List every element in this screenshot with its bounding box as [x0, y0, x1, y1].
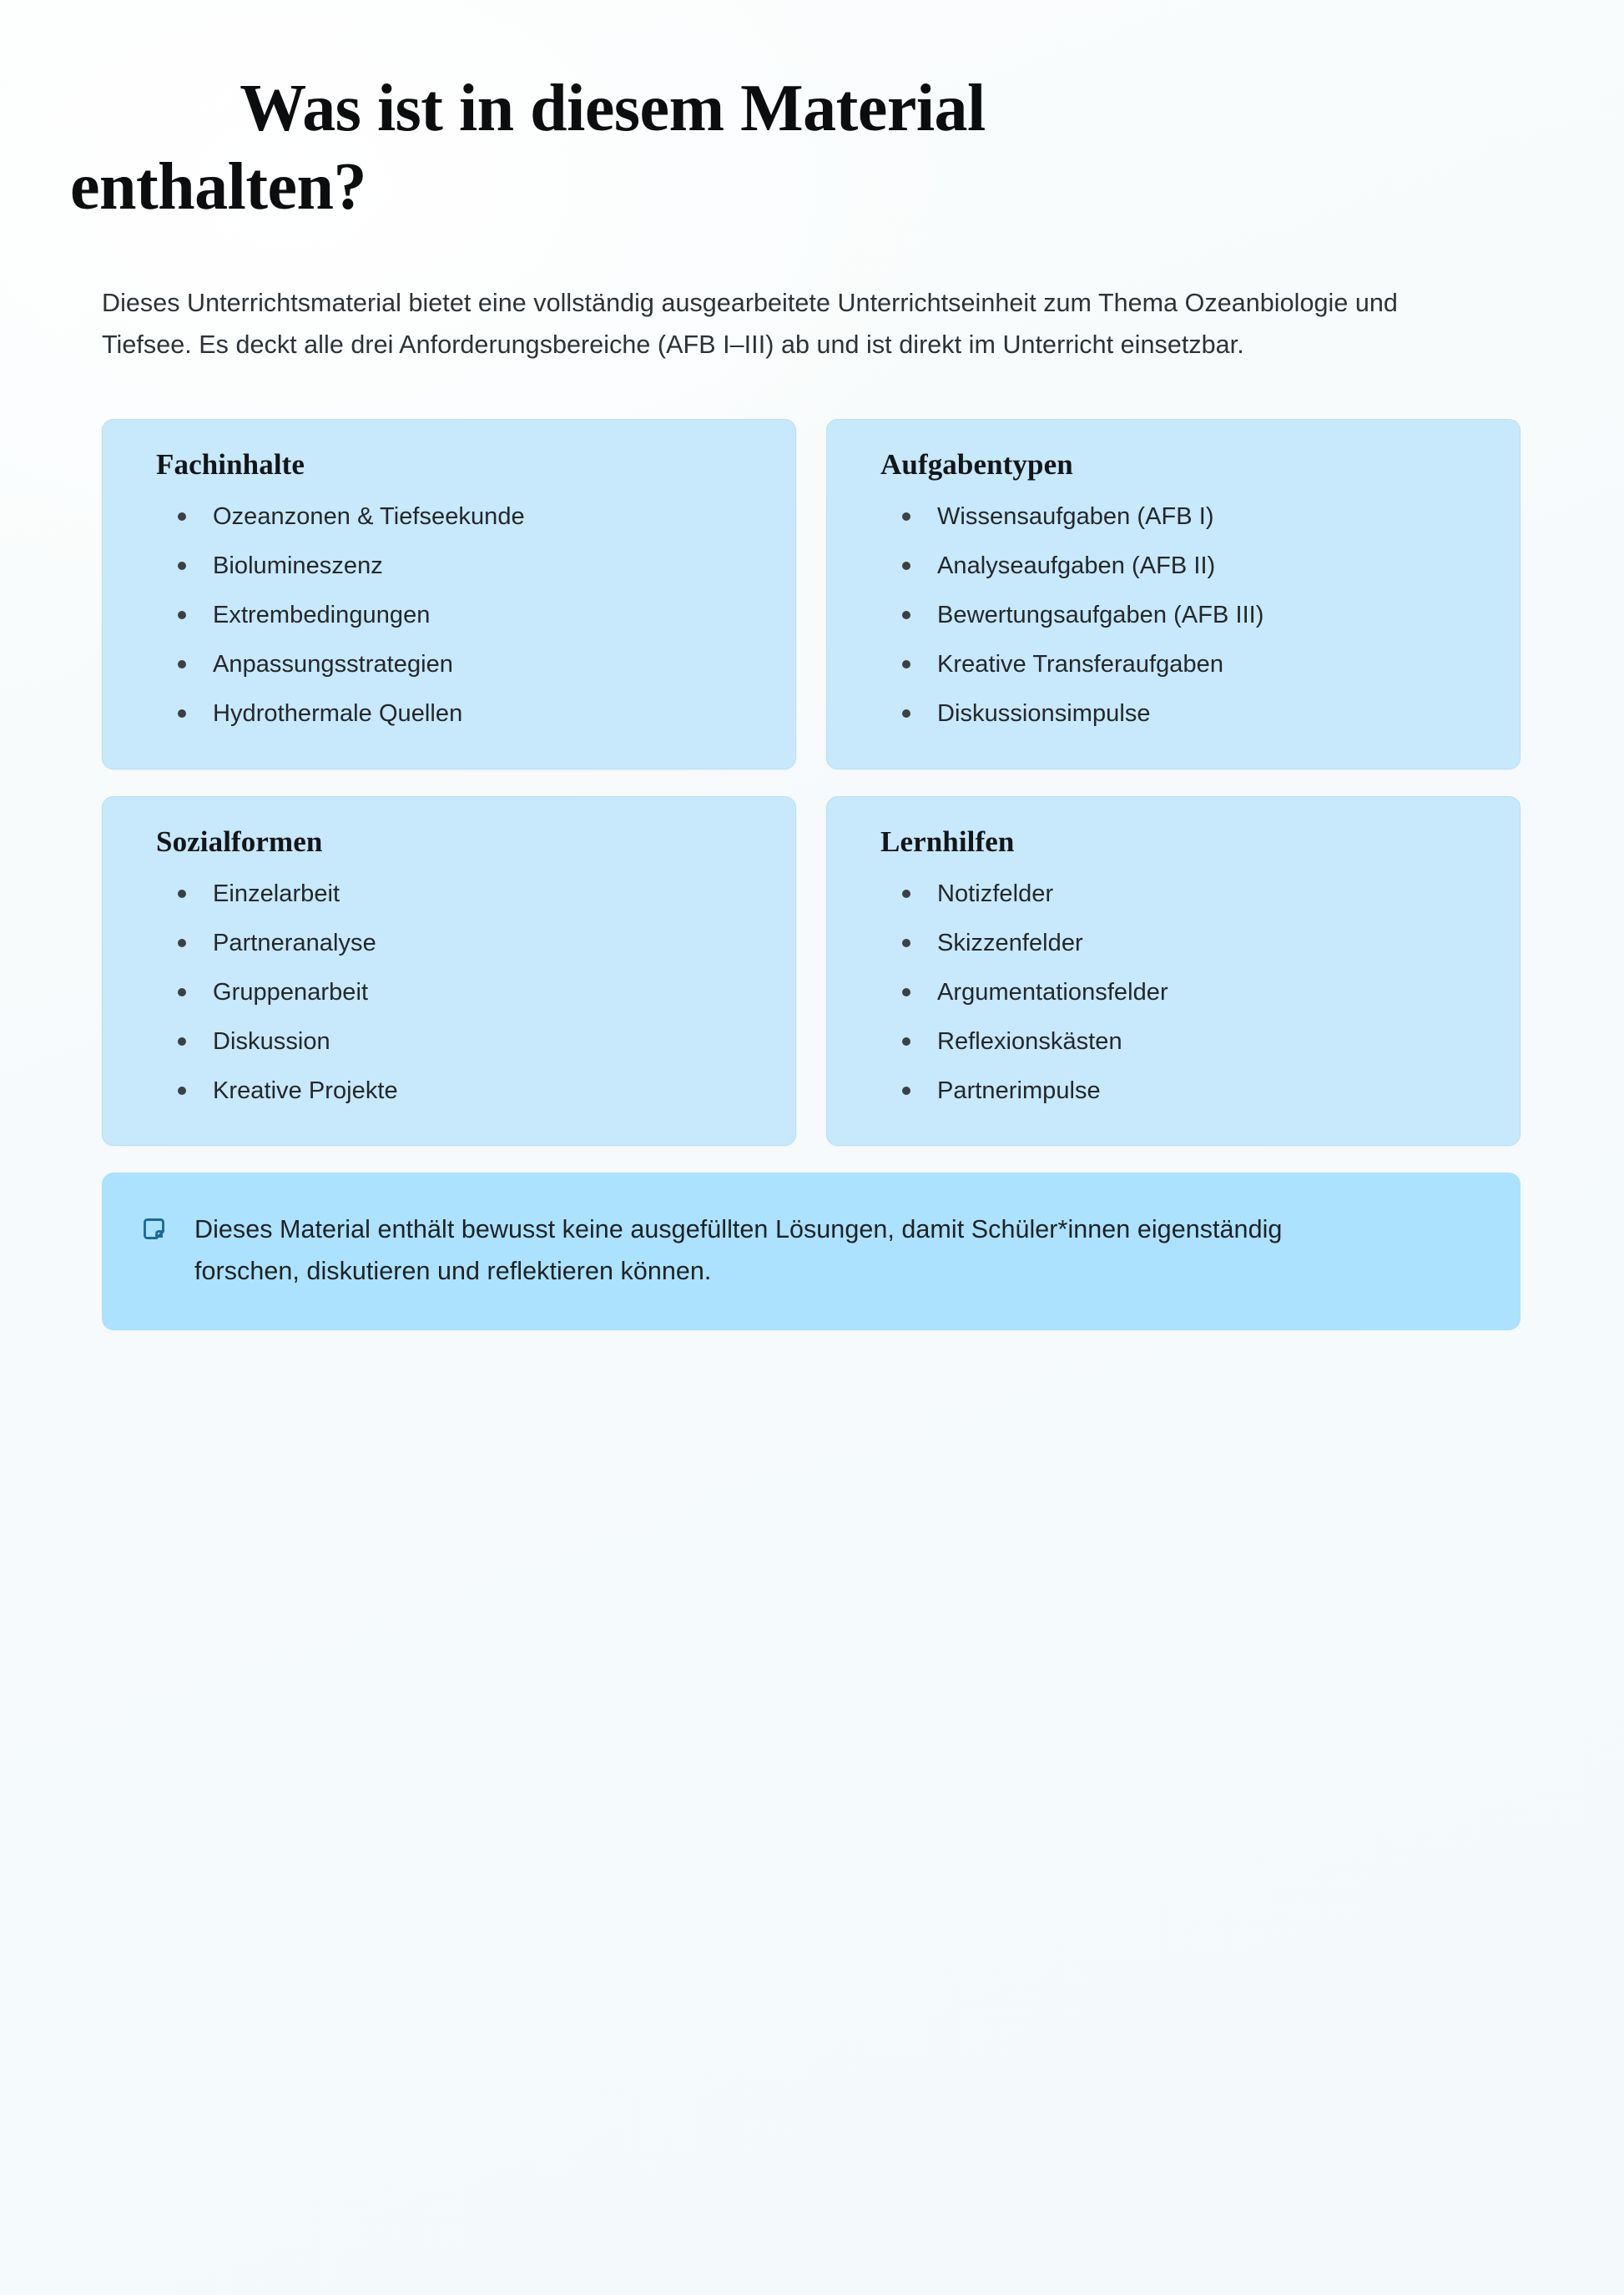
- list-item: Bewertungsaufgaben (AFB III): [902, 591, 1490, 640]
- page-title: [70, 0, 1155, 226]
- note-callout-text: Dieses Material enthält bewusst keine ausgefüllten Lösungen, damit Schüler*innen eigenständig forschen, diskutieren und reflektieren können.: [194, 1215, 1283, 1285]
- content-column: [70, 0, 1521, 1330]
- page-title-line-1: Was ist in diesem Material: [240, 72, 986, 145]
- list-item: Notizfelder: [902, 869, 1490, 918]
- list-item: Diskussionsimpulse: [902, 689, 1490, 739]
- card-aufgabentypen: [826, 419, 1521, 769]
- list-item: Wissensaufgaben (AFB I): [902, 492, 1490, 542]
- list-item: Ozeanzonen & Tiefseekunde: [178, 492, 765, 542]
- note-callout: [102, 1173, 1521, 1330]
- card-list: [857, 492, 1490, 739]
- list-item: Hydrothermale Quellen: [178, 689, 765, 739]
- card-title: Lernhilfen: [880, 825, 1015, 858]
- card-list: [133, 869, 765, 1115]
- intro-paragraph: Dieses Unterrichtsmaterial bietet eine vollständig ausgearbeitete Unterrichtseinheit zum Thema Ozeanbiologie und Tiefsee. Es deckt alle drei Anforderungsbereiche (AFB I–III) ab und ist direkt im Unterricht einsetzbar.: [102, 289, 1398, 359]
- card-lernhilfen: [826, 796, 1521, 1147]
- card-list: [857, 869, 1490, 1115]
- list-item: Partnerimpulse: [902, 1066, 1490, 1115]
- list-item: Partneranalyse: [178, 918, 765, 967]
- sticky-note-icon: [140, 1215, 168, 1243]
- card-title: Fachinhalte: [156, 448, 305, 481]
- card-fachinhalte: [102, 419, 796, 769]
- list-item: Kreative Transferaufgaben: [902, 640, 1490, 689]
- card-title: Aufgabentypen: [880, 448, 1073, 481]
- list-item: Analyseaufgaben (AFB II): [902, 542, 1490, 591]
- list-item: Reflexionskästen: [902, 1016, 1490, 1066]
- list-item: Skizzenfelder: [902, 918, 1490, 967]
- list-item: Biolumineszenz: [178, 542, 765, 591]
- list-item: Kreative Projekte: [178, 1066, 765, 1115]
- card-sozialformen: [102, 796, 796, 1147]
- list-item: Anpassungsstrategien: [178, 640, 765, 689]
- page-title-line-2: enthalten?: [70, 149, 366, 224]
- list-item: Diskussion: [178, 1016, 765, 1066]
- list-item: Extrembedingungen: [178, 591, 765, 640]
- card-title: Sozialformen: [156, 825, 323, 858]
- card-grid: [102, 419, 1521, 1146]
- card-list: [133, 492, 765, 739]
- list-item: Argumentationsfelder: [902, 967, 1490, 1016]
- list-item: Gruppenarbeit: [178, 967, 765, 1016]
- list-item: Einzelarbeit: [178, 869, 765, 918]
